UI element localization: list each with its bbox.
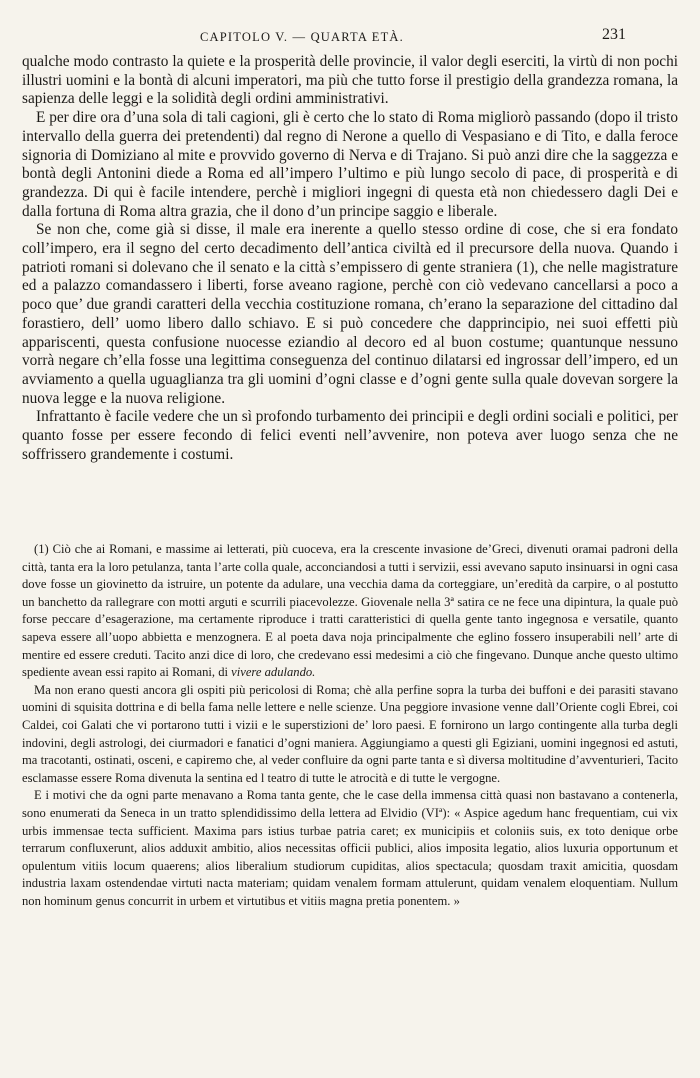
main-paragraph-2: E per dire ora d’una sola di tali cagioni, gli è certo che lo stato di Roma migliorò passando (dopo il tristo intervallo della guerra dei pretendenti) dal regno di Nerone a quello di Vespasiano e di Tito, e dalla feroce signoria di Domiziano al mite e provvido governo di Nerva e di Trajano. Si può anzi dire che la saggezza e bontà degli Antonini diede a Roma ed all’impero l’ultimo e più lungo secolo di pace, di prosperità e di grandezza. Di qui è facile intendere, perchè i migliori ingegni di questa età non chiedessero dagli Dei e dalla fortuna di Roma altra grazia, che il dono d’un principe saggio e liberale.: [22, 109, 678, 220]
main-paragraph-4: Infrattanto è facile vedere che un sì profondo turbamento dei principii e degli ordini sociali e politici, per quanto fosse per essere fecondo di felici eventi nell’avvenire, non poteva aver luogo senza che ne soffrissero grandemente i costumi.: [22, 408, 678, 463]
footnote-paragraph-2: Ma non erano questi ancora gli ospiti più pericolosi di Roma; chè alla perfine sopra la turba dei buffoni e dei parasiti stavano uomini di squisita dottrina e di bella fama nelle lettere e nelle scienze. Una peggiore invasione venne dall’Oriente cogli Ebrei, coi Caldei, coi Galati che vi portarono tutti i vizii e le superstizioni de’ loro paesi. E fornirono un largo contingente alla turba degli indovini, degli astrologi, dei ciurmadori e fanatici d’ogni maniera. Aggiungiamo a questi gli Egiziani, uomini ingegnosi ed astuti, ma tracotanti, ostinati, osceni, e capiremo che, al veder confluire da ogni parte tanta e sì diversa moltitudine d’avventurieri, Tacito esclamasse essere Roma divenuta la sentina ed l teatro di tutte le atrocità e di tutte le vergogne.: [22, 682, 678, 785]
footnote-italic-phrase: vivere adulando.: [231, 665, 316, 680]
running-title: CAPITOLO V. — QUARTA ETÀ.: [200, 30, 404, 44]
footnote: [22, 541, 678, 910]
main-text: [22, 53, 678, 464]
footnote-text-1: (1) Ciò che ai Romani, e massime ai letterati, più cuoceva, era la crescente invasione de’Greci, divenuti oramai padroni della città, tanta era la loro petulanza, tanta l’arte colla quale, acconciandosi a tutti i servizii, essi avevano saputo insinuarsi in ogni casa dove fosse un giovinetto da istruire, un potente da adulare, una vecchia dama da corteggiare, un’eredità da carpire, o al postutto un banchetto da rallegrare con motti arguti e scurrili piacevolezze. Giovenale nella 3ª satira ce ne fece una dipintura, la quale può forse peccare d’esagerazione, ma certamente riproduce i tratti caratteristici di quella gente tanto ingegnosa e versatile, quanto sapeva essere all’uopo abbietta e menzognera. E al poeta dava noja principalmente che eglino fossero insuperabili nell’ arte di mentire ed essere creduti. Tacito anzi dice di loro, che credevano essi medesimi a ciò che fingevano. Dunque anche questo ultimo spediente avean essi rapito ai Romani, di: [22, 542, 678, 680]
page-number: 231: [602, 26, 626, 43]
footnote-paragraph-3: E i motivi che da ogni parte menavano a Roma tanta gente, che le case della immensa città quasi non bastavano a contenerla, sono enumerati da Seneca in un tratto splendidissimo della lettera ad Elvidio (VIª): « Aspice agedum hanc frequentiam, cui vix urbis immensae tecta sufficient. Maxima pars istius turbae patria caret; ex municipiis et coloniis suis, ex toto denique orbe terrarum confluxerunt, alios adduxit ambitio, alios necessitas officii publici, alios imposita legatio, alios luxuria opportunum et opulentum vitiis locum quaerens; alios liberalium studiorum cupiditas, alios spectacula; quosdam traxit amicitia, quosdam industria laxam ostendendae virtuti nacta materiam; quidam venalem formam attulerunt, quidam venalem eloquentiam. Nullum non hominum genus concurrit in urbem et virtutibus et vitiis magna pretia ponentem. »: [22, 788, 678, 908]
page-header: [0, 26, 700, 48]
main-paragraph-3: Se non che, come già si disse, il male era inerente a quello stesso ordine di cose, che si era fondato coll’impero, era il segno del certo decadimento dell’antica civiltà ed il precursore della nuova. Quando i patrioti romani si dolevano che il senato e la città s’empissero di gente straniera (1), che nelle magistrature ed a palazzo comandassero i liberti, forse aveano ragione, perchè con ciò vedevano cancellarsi a poco a poco que’ due grandi caratteri della vecchia costituzione romana, ch’erano la separazione del cittadino dal forastiero, dell’ uomo libero dallo schiavo. E si può concedere che dapprincipio, nei suoi effetti più appariscenti, questa confusione nuocesse eziandio al decoro ed al buon costume; quantunque nessuno vorrà negare ch’ella fosse una legittima conseguenza del continuo dilatarsi ed ingrossar dell’impero, ed un avviamento a quella uguaglianza tra gli uomini d’ogni classe e d’ogni gente sulla quale dovevan sorgere la nuova legge e la nuova religione.: [22, 221, 678, 407]
footnote-paragraph-1: [22, 541, 678, 682]
main-paragraph-1: qualche modo contrasto la quiete e la prosperità delle provincie, il valor degli eserciti, la virtù di non pochi illustri uomini e la bontà di alcuni imperatori, ma più che tutto forse il prestigio della grandezza romana, la sapienza delle leggi e la solidità degli ordini amministrativi.: [22, 53, 678, 108]
